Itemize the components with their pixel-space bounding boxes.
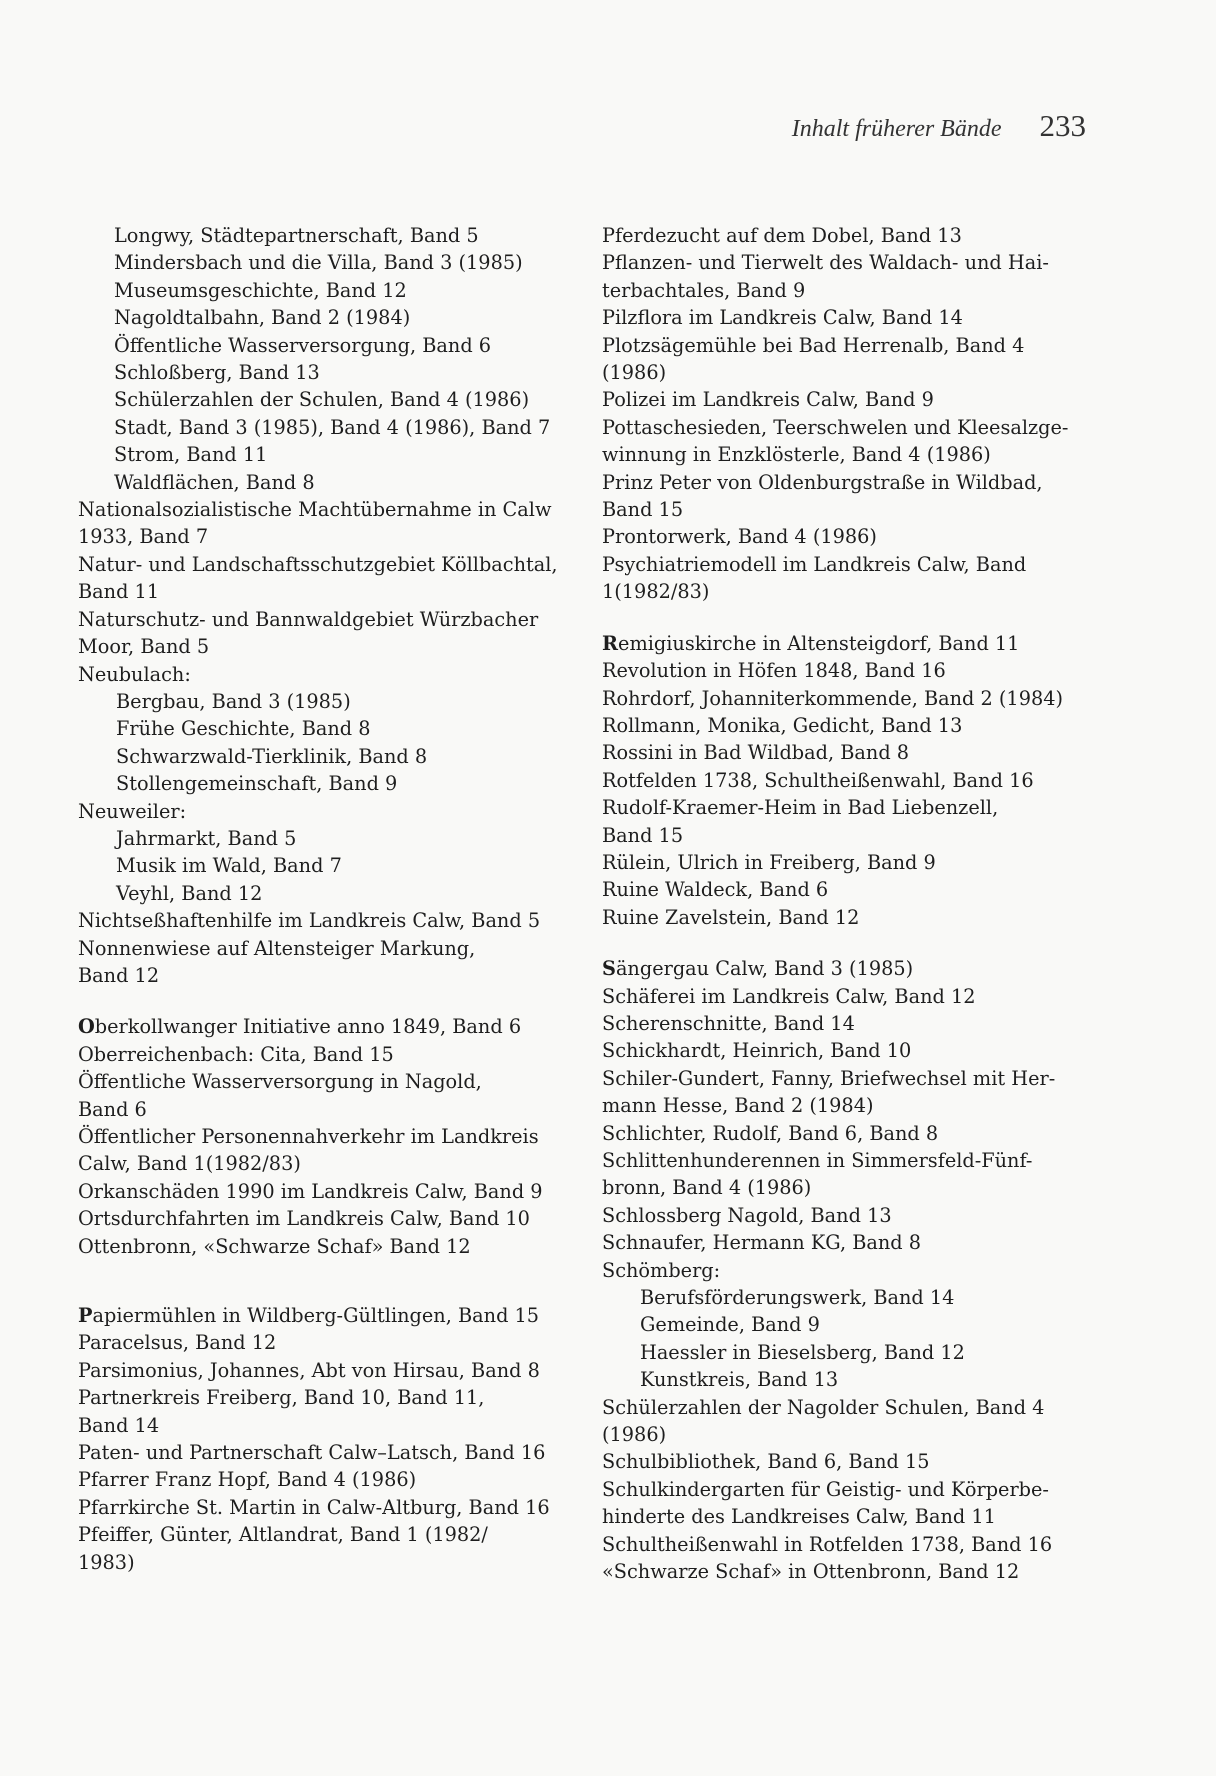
entry-text: Schultheißenwahl in Rotfelden 1738, Band 16	[602, 1532, 1053, 1556]
entry-text: Schlittenhunderennen in Simmersfeld-Fünf-	[602, 1149, 1033, 1172]
entry-text: Veyhl, Band 12	[116, 881, 263, 905]
index-entry	[78, 606, 568, 633]
entry-text: Calw, Band 1(1982/83)	[78, 1152, 301, 1176]
index-entry	[602, 414, 1102, 441]
entry-text: Band 14	[78, 1413, 160, 1437]
index-subentry	[78, 414, 568, 441]
section-initial-letter: P	[78, 1304, 93, 1328]
entry-text: Parsimonius, Johannes, Abt von Hirsau, Band 8	[78, 1358, 540, 1382]
index-subentry	[78, 249, 568, 276]
entry-text: Strom, Band 11	[114, 443, 268, 467]
index-entry	[602, 1120, 1102, 1147]
index-subentry	[78, 332, 568, 359]
entry-text: Neubulach:	[78, 662, 191, 686]
entry-text: Band 11	[78, 580, 160, 604]
entry-text: Ruine Zavelstein, Band 12	[602, 905, 860, 929]
index-entry	[602, 767, 1102, 794]
entry-text: Schäferei im Landkreis Calw, Band 12	[602, 984, 976, 1008]
entry-text: 1983)	[78, 1550, 135, 1574]
entry-text: terbachtales, Band 9	[602, 278, 806, 302]
index-entry	[78, 1150, 568, 1177]
entry-text: Band 12	[78, 963, 160, 987]
entry-text: Nichtseßhaftenhilfe im Landkreis Calw, Band 5	[78, 909, 541, 933]
index-entry	[602, 657, 1102, 684]
entry-text: 1933, Band 7	[78, 525, 209, 549]
index-entry	[602, 469, 1102, 496]
index-entry	[78, 1302, 568, 1329]
index-entry	[602, 249, 1102, 276]
index-subentry	[78, 277, 568, 304]
index-entry	[78, 1233, 568, 1260]
entry-text: Öffentlicher Personennahverkehr im Landkreis	[78, 1125, 539, 1148]
entry-text: Ottenbronn, «Schwarze Schaf» Band 12	[78, 1234, 471, 1258]
index-entry	[602, 794, 1102, 821]
section-initial-letter: O	[78, 1015, 95, 1039]
index-subentry	[602, 1339, 1102, 1366]
entry-text: Partnerkreis Freiberg, Band 10, Band 11,	[78, 1386, 485, 1410]
entry-text: (1986)	[602, 361, 667, 385]
index-entry	[602, 332, 1102, 359]
index-entry	[78, 1178, 568, 1205]
entry-text: Schulbibliothek, Band 6, Band 15	[602, 1450, 930, 1474]
index-subentry	[78, 688, 568, 715]
index-entry	[602, 578, 1102, 605]
section-gap	[602, 931, 1102, 955]
index-entry	[78, 1494, 568, 1521]
entry-text: Rohrdorf, Johanniterkommende, Band 2 (1984)	[602, 686, 1064, 710]
entry-text: Plotzsägemühle bei Bad Herrenalb, Band 4	[602, 333, 1025, 357]
entry-text: Schnaufer, Hermann KG, Band 8	[602, 1231, 922, 1255]
entry-text: Mindersbach und die Villa, Band 3 (1985)	[114, 251, 523, 275]
index-entry	[602, 386, 1102, 413]
index-subentry	[78, 852, 568, 879]
entry-text: Naturschutz- und Bannwaldgebiet Würzbacher	[78, 607, 539, 631]
index-entry	[78, 661, 568, 688]
section-initial-letter: S	[602, 957, 616, 981]
entry-text: Prontorwerk, Band 4 (1986)	[602, 525, 877, 549]
index-entry	[602, 222, 1102, 249]
index-entry	[602, 630, 1102, 657]
page-number: 233	[1039, 108, 1086, 143]
entry-text: Band 6	[78, 1097, 147, 1121]
index-entry	[602, 876, 1102, 903]
entry-text: Rülein, Ulrich in Freiberg, Band 9	[602, 850, 936, 874]
index-entry	[78, 1041, 568, 1068]
entry-text: Bergbau, Band 3 (1985)	[116, 689, 351, 713]
index-subentry	[78, 770, 568, 797]
index-entry	[602, 739, 1102, 766]
index-entry	[78, 551, 568, 578]
entry-text: Paracelsus, Band 12	[78, 1331, 277, 1355]
entry-text: berkollwanger Initiative anno 1849, Band 6	[94, 1015, 522, 1039]
index-entry	[78, 1521, 568, 1548]
entry-text: Schickhardt, Heinrich, Band 10	[602, 1039, 912, 1063]
index-entry	[78, 1549, 568, 1576]
entry-text: Kunstkreis, Band 13	[640, 1368, 839, 1392]
entry-text: Waldflächen, Band 8	[114, 470, 315, 494]
index-subentry	[78, 715, 568, 742]
entry-text: Nonnenwiese auf Altensteiger Markung,	[78, 936, 476, 960]
running-header	[792, 108, 1086, 144]
index-entry	[602, 441, 1102, 468]
entry-text: Paten- und Partnerschaft Calw–Latsch, Band 16	[78, 1441, 546, 1465]
section-gap	[78, 1260, 568, 1302]
entry-text: Frühe Geschichte, Band 8	[116, 717, 371, 741]
index-entry	[602, 904, 1102, 931]
entry-text: Schülerzahlen der Schulen, Band 4 (1986)	[114, 388, 530, 412]
entry-text: Haessler in Bieselsberg, Band 12	[640, 1340, 965, 1364]
entry-text: Rollmann, Monika, Gedicht, Band 13	[602, 713, 963, 737]
index-subentry	[78, 743, 568, 770]
entry-text: Öffentliche Wasserversorgung, Band 6	[114, 333, 492, 357]
entry-text: Rudolf-Kraemer-Heim in Bad Liebenzell,	[602, 796, 999, 820]
index-entry	[602, 1010, 1102, 1037]
entry-text: Pottaschesieden, Teerschwelen und Kleesalzge-	[602, 415, 1069, 439]
index-subentry	[602, 1311, 1102, 1338]
index-subentry	[78, 359, 568, 386]
entry-text: bronn, Band 4 (1986)	[602, 1176, 812, 1200]
index-entry	[602, 1448, 1102, 1475]
index-subentry	[78, 304, 568, 331]
entry-text: Stollengemeinschaft, Band 9	[116, 772, 398, 796]
entry-text: Schloßberg, Band 13	[114, 361, 320, 385]
index-subentry	[602, 1284, 1102, 1311]
entry-text: Polizei im Landkreis Calw, Band 9	[602, 388, 934, 412]
entry-text: Schulkindergarten für Geistig- und Körperbe-	[602, 1477, 1049, 1501]
index-entry	[602, 1202, 1102, 1229]
entry-text: Revolution in Höfen 1848, Band 16	[602, 659, 946, 683]
entry-text: Rotfelden 1738, Schultheißenwahl, Band 16	[602, 768, 1034, 792]
index-subentry	[78, 386, 568, 413]
index-entry	[78, 1123, 568, 1150]
index-entry	[78, 1329, 568, 1356]
index-entry	[78, 907, 568, 934]
index-entry	[602, 1174, 1102, 1201]
entry-text: Pfarrkirche St. Martin in Calw-Altburg, Band 16	[78, 1495, 550, 1519]
entry-text: Neuweiler:	[78, 799, 187, 823]
index-entry	[602, 1421, 1102, 1448]
index-entry	[78, 935, 568, 962]
entry-text: Rossini in Bad Wildbad, Band 8	[602, 741, 910, 765]
entry-text: Schiler-Gundert, Fanny, Briefwechsel mit Her-	[602, 1066, 1056, 1090]
entry-text: Pfarrer Franz Hopf, Band 4 (1986)	[78, 1468, 417, 1492]
entry-text: Berufsförderungswerk, Band 14	[640, 1286, 955, 1310]
entry-text: Psychiatriemodell im Landkreis Calw, Band	[602, 552, 1027, 576]
entry-text: Schwarzwald-Tierklinik, Band 8	[116, 744, 428, 768]
index-entry	[602, 1476, 1102, 1503]
entry-text: winnung in Enzklösterle, Band 4 (1986)	[602, 443, 991, 467]
index-entry	[602, 712, 1102, 739]
entry-text: Pilzflora im Landkreis Calw, Band 14	[602, 306, 963, 330]
index-entry	[78, 1412, 568, 1439]
index-column-left	[78, 222, 568, 1576]
index-entry	[602, 1531, 1102, 1558]
index-entry	[602, 1503, 1102, 1530]
index-entry	[78, 1013, 568, 1040]
entry-text: Schülerzahlen der Nagolder Schulen, Band 4	[602, 1395, 1045, 1419]
running-title: Inhalt früherer Bände	[791, 116, 1002, 142]
index-subentry	[78, 469, 568, 496]
entry-text: Band 15	[602, 498, 684, 522]
entry-text: Pfeiffer, Günter, Altlandrat, Band 1 (1982/	[78, 1523, 488, 1547]
entry-text: apiermühlen in Wildberg-Gültlingen, Band 15	[92, 1304, 540, 1328]
index-entry	[602, 983, 1102, 1010]
index-entry	[78, 962, 568, 989]
entry-text: Schlichter, Rudolf, Band 6, Band 8	[602, 1121, 939, 1145]
entry-text: Gemeinde, Band 9	[640, 1313, 820, 1337]
entry-text: Musik im Wald, Band 7	[116, 854, 342, 878]
entry-text: Stadt, Band 3 (1985), Band 4 (1986), Band 7	[114, 415, 551, 439]
index-entry	[602, 1147, 1102, 1174]
entry-text: ängergau Calw, Band 3 (1985)	[615, 957, 914, 981]
entry-text: Ruine Waldeck, Band 6	[602, 878, 829, 902]
entry-text: «Schwarze Schaf» in Ottenbronn, Band 12	[602, 1560, 1020, 1584]
entry-text: emigiuskirche in Altensteigdorf, Band 11	[618, 631, 1020, 655]
index-subentry	[78, 880, 568, 907]
entry-text: mann Hesse, Band 2 (1984)	[602, 1094, 874, 1118]
entry-text: Moor, Band 5	[78, 635, 210, 659]
entry-text: Ortsdurchfahrten im Landkreis Calw, Band 10	[78, 1207, 530, 1231]
section-gap	[602, 606, 1102, 630]
index-entry	[78, 523, 568, 550]
index-entry	[602, 1558, 1102, 1585]
entry-text: Orkanschäden 1990 im Landkreis Calw, Band 9	[78, 1179, 543, 1203]
entry-text: Museumsgeschichte, Band 12	[114, 278, 407, 302]
index-entry	[602, 496, 1102, 523]
index-entry	[602, 1229, 1102, 1256]
entry-text: Pferdezucht auf dem Dobel, Band 13	[602, 224, 962, 247]
entry-text: Öffentliche Wasserversorgung in Nagold,	[78, 1070, 482, 1094]
index-entry	[602, 304, 1102, 331]
entry-text: Schömberg:	[602, 1258, 721, 1282]
index-column-right	[602, 222, 1102, 1586]
index-entry	[602, 359, 1102, 386]
entry-text: (1986)	[602, 1423, 667, 1447]
entry-text: hinderte des Landkreises Calw, Band 11	[602, 1505, 996, 1529]
index-entry	[602, 523, 1102, 550]
entry-text: Natur- und Landschaftsschutzgebiet Köllbachtal,	[78, 552, 558, 576]
entry-text: Schlossberg Nagold, Band 13	[602, 1203, 892, 1227]
index-subentry	[602, 1366, 1102, 1393]
index-entry	[602, 277, 1102, 304]
index-entry	[78, 1205, 568, 1232]
entry-text: Oberreichenbach: Cita, Band 15	[78, 1042, 394, 1066]
index-entry	[78, 798, 568, 825]
entry-text: Band 15	[602, 823, 684, 847]
index-entry	[602, 1092, 1102, 1119]
section-initial-letter: R	[602, 631, 619, 655]
index-subentry	[78, 441, 568, 468]
index-entry	[602, 551, 1102, 578]
entry-text: Nagoldtalbahn, Band 2 (1984)	[114, 306, 411, 330]
index-entry	[602, 685, 1102, 712]
section-gap	[78, 989, 568, 1013]
index-entry	[78, 1466, 568, 1493]
entry-text: Scherenschnitte, Band 14	[602, 1011, 855, 1035]
entry-text: Prinz Peter von Oldenburgstraße in Wildbad,	[602, 470, 1043, 494]
index-entry	[602, 849, 1102, 876]
index-entry	[78, 1068, 568, 1095]
entry-text: Jahrmarkt, Band 5	[116, 826, 297, 850]
index-subentry	[78, 825, 568, 852]
index-entry	[78, 496, 568, 523]
index-entry	[602, 822, 1102, 849]
index-entry	[78, 1096, 568, 1123]
index-subentry	[78, 222, 568, 249]
index-entry	[78, 1384, 568, 1411]
entry-text: Longwy, Städtepartnerschaft, Band 5	[114, 224, 479, 247]
index-entry	[602, 1257, 1102, 1284]
entry-text: Nationalsozialistische Machtübernahme in Calw	[78, 498, 552, 522]
index-entry	[602, 1394, 1102, 1421]
index-entry	[78, 1357, 568, 1384]
index-entry	[602, 955, 1102, 982]
entry-text: 1(1982/83)	[602, 580, 710, 604]
index-entry	[602, 1065, 1102, 1092]
index-entry	[602, 1037, 1102, 1064]
index-entry	[78, 633, 568, 660]
entry-text: Pflanzen- und Tierwelt des Waldach- und Hai-	[602, 251, 1049, 275]
index-entry	[78, 578, 568, 605]
index-entry	[78, 1439, 568, 1466]
